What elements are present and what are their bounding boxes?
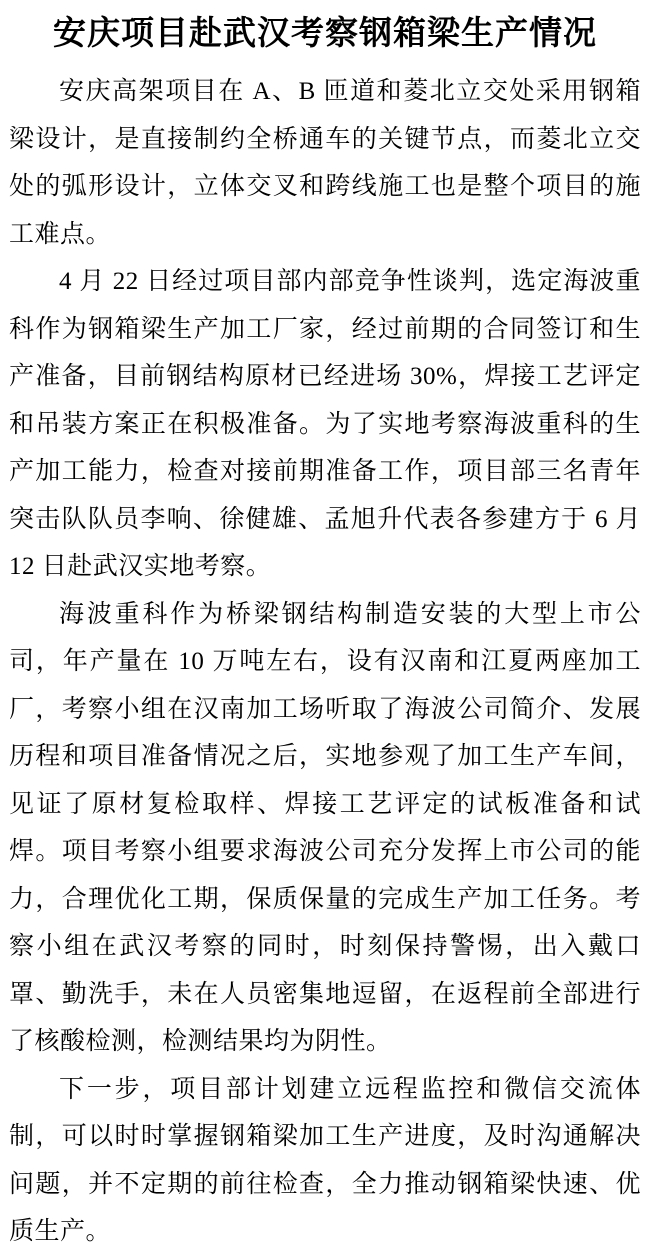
paragraph-3: 海波重科作为桥梁钢结构制造安装的大型上市公司，年产量在 10 万吨左右，设有汉南和江夏两座加工厂，考察小组在汉南加工场听取了海波公司简介、发展历程和项目准备情况之后，实地参观了加工生产车间，见证了原材复检取样、焊接工艺评定的试板准备和试焊。项目考察小组要求海波公司充分发挥上市公司的能力，合理优化工期，保质保量的完成生产加工任务。考察小组在武汉考察的同时，时刻保持警惕，出入戴口罩、勤洗手，未在人员密集地逗留，在返程前全部进行了核酸检测，检测结果均为阴性。 — [9, 600, 641, 1055]
paragraph-1: 安庆高架项目在 A、B 匝道和菱北立交处采用钢箱梁设计，是直接制约全桥通车的关键节点，而菱北立交处的弧形设计，立体交叉和跨线施工也是整个项目的施工难点。 — [9, 78, 641, 248]
paragraph-2: 4 月 22 日经过项目部内部竞争性谈判，选定海波重科作为钢箱梁生产加工厂家，经过前期的合同签订和生产准备，目前钢结构原材已经进场 30%，焊接工艺评定和吊装方案正在积极准备。为了实地考察海波重科的生产加工能力，检查对接前期准备工作，项目部三名青年突击队队员李响、徐健雄、孟旭升代表各参建方于 6 月 12 日赴武汉实地考察。 — [9, 268, 641, 580]
document-title: 安庆项目赴武汉考察钢箱梁生产情况 — [53, 16, 597, 52]
paragraph-4: 下一步，项目部计划建立远程监控和微信交流体制，可以时时掌握钢箱梁加工生产进度，及时沟通解决问题，并不定期的前往检查，全力推动钢箱梁快速、优质生产。 — [9, 1075, 641, 1245]
